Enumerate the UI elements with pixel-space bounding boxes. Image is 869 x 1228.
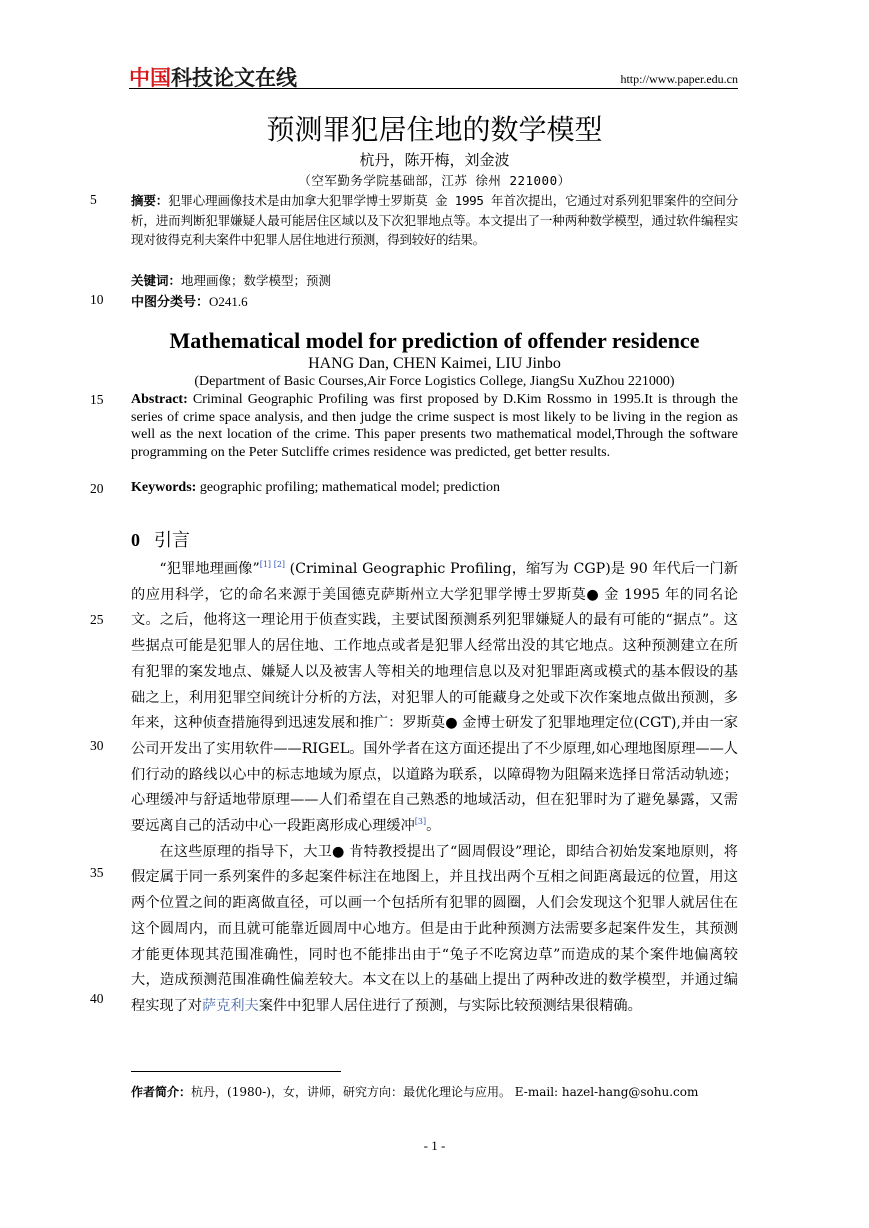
affiliation-zh: （空军勤务学院基础部，江苏 徐州 221000）: [298, 173, 571, 188]
body-paragraph: [131, 557, 738, 840]
line-number: 10: [90, 292, 104, 307]
keywords-en: [131, 480, 738, 496]
citation-ref[interactable]: [1] [2]: [259, 560, 286, 569]
classification-zh-label: 中图分类号：: [131, 295, 210, 310]
header-url[interactable]: http://www.paper.edu.cn: [620, 72, 738, 86]
body-text-run: 案件中犯罪人居住进行了预测，与实际比较预测结果很精确。: [258, 997, 642, 1014]
abstract-zh: [131, 191, 738, 250]
body-text-run: 。: [426, 818, 441, 835]
classification-zh-text: O241.6: [209, 294, 248, 309]
line-number: 35: [90, 865, 104, 880]
citation-ref[interactable]: [3]: [414, 817, 427, 827]
line-number: 20: [90, 481, 104, 496]
body-text-run: “犯罪地理画像”: [159, 561, 260, 577]
line-number: 25: [90, 612, 104, 627]
paper-title-en: Mathematical model for prediction of offender residence: [169, 328, 700, 353]
page-number: - 1 -: [423, 1138, 446, 1153]
line-number: 5: [90, 192, 97, 207]
footnote-label: 作者简介：: [131, 1085, 192, 1099]
body-text-run: 在这些原理的指导下，大卫● 肯特教授提出了“圆周假设”理论，即结合初始发案地原则，将假定属于同一系列案件的多起案件标注在地图上，并且找出两个互相之间距离最远的位置，用这两个位置之间的距离做直径，可以画一个包括所有犯罪的圆圈，人们会发现这个犯罪人就居住在这个圆周内，而且就可能靠近圆周中心地方。但是由于此种预测方法需要多起案件发生，其预测才能更体现其范围准确性，同时也不能排出由于“兔子不吃窝边草”而造成的某个案件地偏离较大，造成预测范围准确性偏差较大。本文在以上的基础上提出了两种改进的数学模型，并通过编程实现了对: [131, 843, 738, 1014]
logo-part-1: 中国: [129, 66, 171, 90]
case-link[interactable]: 萨克利夫: [201, 997, 259, 1014]
body-paragraph: [131, 840, 738, 1020]
abstract-zh-text: 犯罪心理画像技术是由加拿大犯罪学博士罗斯莫 金 1995 年首次提出，它通过对系列犯罪案件的空间分析，进而判断犯罪嫌疑人最可能居住区域以及下次犯罪地点等。本文提出了一种两种数学模型，通过软件编程实现对彼得克利夫案件中犯罪人居住地进行预测，得到较好的结果。: [131, 193, 738, 247]
abstract-en: [131, 391, 738, 461]
logo-part-2: 科技论文在线: [171, 66, 297, 90]
section-heading: [131, 526, 190, 552]
authors-en: HANG Dan, CHEN Kaimei, LIU Jinbo: [308, 355, 561, 372]
line-number: 30: [90, 738, 104, 753]
section-number: 0: [131, 530, 140, 550]
footnote-rule: [131, 1071, 341, 1072]
affiliation-en: (Department of Basic Courses,Air Force Logistics College, JiangSu XuZhou 221000): [194, 374, 675, 389]
keywords-zh-label: 关键词：: [131, 273, 182, 288]
section-title: 引言: [154, 530, 190, 551]
abstract-en-label: Abstract:: [131, 392, 188, 407]
header-rule: [129, 88, 738, 89]
line-number: 40: [90, 991, 104, 1006]
author-footnote: [131, 1083, 698, 1100]
keywords-zh-text: 地理画像；数学模型；预测: [181, 273, 332, 288]
abstract-zh-label: 摘要：: [131, 193, 169, 208]
body-text: [131, 557, 738, 1020]
line-number: 15: [90, 392, 104, 407]
keywords-en-label: Keywords:: [131, 480, 197, 495]
keywords-zh: [131, 271, 738, 289]
classification-zh: [131, 291, 738, 310]
paper-title-zh: 预测罪犯居住地的数学模型: [266, 113, 603, 146]
footnote-text: 杭丹，(1980-)，女，讲师，研究方向：最优化理论与应用。 E-mail: hazel-hang@sohu.com: [191, 1085, 699, 1099]
authors-zh: 杭丹，陈开梅，刘金波: [359, 151, 510, 169]
abstract-en-text: Criminal Geographic Profiling was first proposed by D.Kim Rossmo in 1995.It is through the series of crime space analysis, and then judge the crime suspect is most likely to be living in the region as well as the next location of the crime. This paper presents two mathematical model,Through the software programming on the Peter Sutcliffe crimes residence was predicted, get better results.: [131, 392, 738, 460]
body-text-run: (Criminal Geographic Profiling，缩写为 CGP)是 90 年代后一门新的应用科学，它的命名来源于美国德克萨斯州立大学犯罪学博士罗斯莫● 金 1995 年的同名论文。之后，他将这一理论用于侦查实践，主要试图预测系列犯罪嫌疑人的最有可能的“据点”。这些据点可能是犯罪人的居住地、工作地点或者是犯罪人经常出没的其它地点。这种预测建立在所有犯罪的案发地点、嫌疑人以及被害人等相关的地理信息以及对犯罪距离或模式的基本假设的基础之上，利用犯罪空间统计分析的方法，对犯罪人的可能藏身之处或下次作案地点做出预测，多年来，这种侦查措施得到迅速发展和推广：罗斯莫● 金博士研发了犯罪地理定位(CGT),并由一家公司开发出了实用软件——RIGEL。国外学者在这方面还提出了不少原理,如心理地图原理——人们行动的路线以心中的标志地域为原点，以道路为联系，以障碍物为阻隔来选择日常活动轨迹；心理缓冲与舒适地带原理——人们希望在自己熟悉的地域活动，但在犯罪时为了避免暴露，又需要远离自己的活动中心一段距离形成心理缓冲: [131, 561, 738, 835]
keywords-en-text: geographic profiling; mathematical model; prediction: [196, 480, 500, 495]
